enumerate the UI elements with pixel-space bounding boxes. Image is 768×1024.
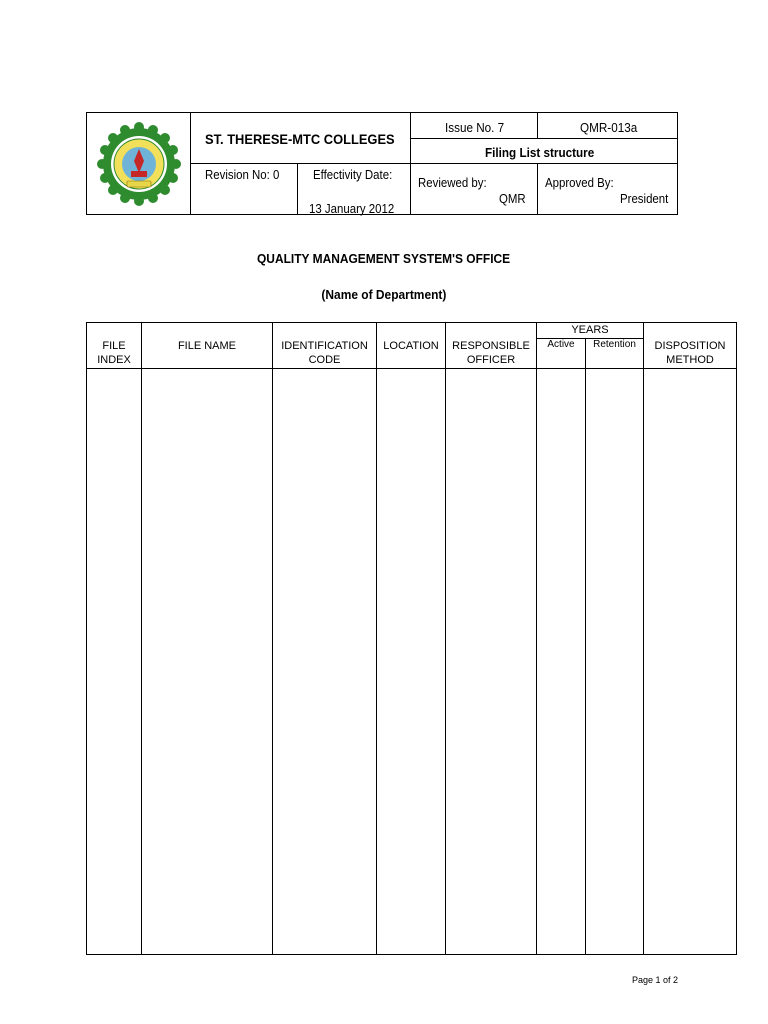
office-title: QUALITY MANAGEMENT SYSTEM'S OFFICE	[257, 251, 511, 266]
column-header-years: YEARS	[571, 324, 609, 336]
page-number: Page 1 of 2	[632, 975, 679, 985]
college-logo	[87, 113, 191, 214]
effectivity-label: Effectivity Date:	[313, 167, 393, 182]
column-header-responsible-officer: RESPONSIBLE OFFICER	[452, 340, 530, 366]
college-name: ST. THERESE-MTC COLLEGES	[205, 131, 395, 147]
filing-list-table	[86, 322, 737, 955]
column-header-disposition-method: DISPOSITION METHOD	[654, 340, 726, 366]
column-header-file-name: FILE NAME	[177, 340, 237, 352]
form-title: Filing List structure	[485, 145, 595, 160]
issue-number: Issue No. 7	[445, 120, 505, 135]
reviewed-by-label: Reviewed by:	[418, 175, 487, 190]
department-title: (Name of Department)	[321, 287, 447, 302]
column-header-file-index: FILE INDEX	[97, 340, 131, 366]
column-header-retention: Retention	[593, 339, 636, 350]
document-header	[86, 112, 678, 215]
column-header-identification-code: IDENTIFICATION CODE	[281, 340, 368, 366]
revision-number: Revision No: 0	[205, 167, 280, 182]
form-code: QMR-013a	[580, 120, 638, 135]
column-header-active: Active	[547, 339, 575, 350]
approved-by-label: Approved By:	[545, 175, 614, 190]
approved-by-value: President	[620, 191, 669, 206]
column-header-location: LOCATION	[383, 340, 439, 352]
college-seal-icon	[96, 121, 182, 207]
reviewed-by-value: QMR	[499, 191, 526, 206]
table-body	[87, 369, 736, 954]
effectivity-date: 13 January 2012	[309, 201, 395, 216]
